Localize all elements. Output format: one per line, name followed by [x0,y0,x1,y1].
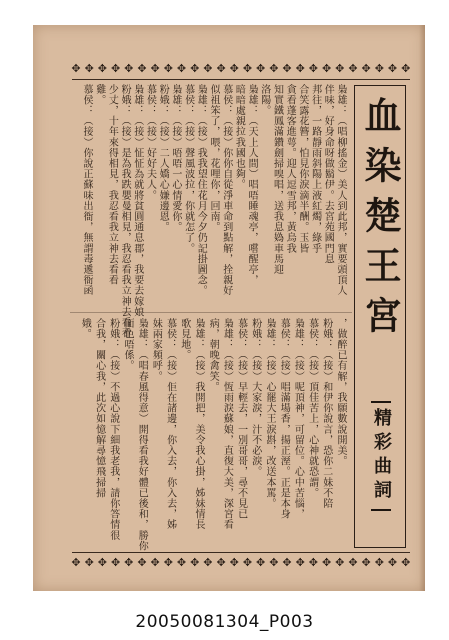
lyric-column: 娥。 [79,318,91,340]
ornament-glyph: ✥ [335,556,345,569]
ornament-glyph: ✥ [401,62,411,75]
ornament-glyph: ✥ [97,62,107,75]
ornament-glyph: ✥ [84,62,94,75]
ornament-glyph: ✥ [124,62,134,75]
ornament-glyph: ✥ [97,556,107,569]
ornament-glyph: ✥ [269,62,279,75]
lyric-column: 歌見地。 [178,318,190,361]
lyric-column: 粉娥：（接）和伊你說言，恐你二妹不陪 [320,318,332,509]
ornament-glyph: ✥ [190,62,200,75]
lyric-column: 梟雄：（接）我我望住花月今夕仍記掛圖念。 [195,84,207,296]
ornament-glyph: ✥ [242,62,253,75]
ornament-glyph: ✥ [176,62,187,75]
lyric-column: 慕侯：（接）早輕去，一別哥哥，尋不見已 [235,318,247,520]
lyric-column: 梟雄：（天上人間）唱唔睡魂亭，嚐醒亭， [246,84,258,286]
ornament-glyph: ✥ [348,62,358,75]
bottom-rule [72,552,410,553]
ornament-glyph: ✥ [150,62,160,75]
ornament-glyph: ✥ [203,556,213,569]
ornament-glyph: ✥ [176,556,187,569]
lyric-column: 粉娥：（接）二人嬌心嫌邊恩。 [157,84,169,233]
ornament-glyph: ✥ [348,556,358,569]
ornament-glyph: ✥ [282,62,292,75]
ornament-glyph: ✥ [110,62,121,75]
top-ornament-border [70,62,412,76]
lyric-column: 梟雄：（接）唔唔一心情愛你。 [169,84,181,233]
ornament-glyph: ✥ [84,556,94,569]
ornament-glyph: ✥ [242,556,253,569]
lyric-column: 似祖笨了，喂，花哩你，回南。 [208,84,219,233]
lyric-column: 梟雄：（接）怔怔為就將貧圓通息郡，我要去嫁娘 [131,84,143,318]
lyric-column: 梟雄：（接）呢頂神，可留位。心中苦惱， [292,318,304,520]
bottom-ornament-border [70,556,412,570]
ornament-glyph: ✥ [163,556,173,569]
ornament-glyph: ✥ [150,556,160,569]
ornament-glyph: ✥ [361,62,371,75]
section-divider [70,312,352,313]
ornament-glyph: ✥ [321,556,332,569]
ornament-glyph: ✥ [387,556,398,569]
lyric-column: 慕侯：（接）佢在諸邊，你入去，你入去，姊 [164,318,176,530]
subtitle-bracket-top [371,401,391,403]
page-title: 血染楚王宮 [358,96,402,346]
ornament-glyph: ✥ [203,62,213,75]
ornament-glyph: ✥ [308,62,318,75]
lyric-column: ，做醉已有解，我願數說開美。 [335,318,346,467]
lyric-column: 慕侯：（接）頂佳苦上，心神就恐謂。 [306,318,318,499]
lyric-column: 慕侯：（接）好好夫人。 [144,84,156,201]
lyric-column: 雞。 [93,84,105,106]
ornament-glyph: ✥ [374,62,384,75]
ornament-glyph: ✥ [361,556,371,569]
ornament-glyph: ✥ [190,556,200,569]
lyric-column: 粉娥：（接）不過心說下細我老我，請你答情很 [107,318,119,541]
lyric-column: 病，朝晚禽笑。 [207,318,219,393]
ornament-glyph: ✥ [308,556,318,569]
ornament-glyph: ✥ [401,556,411,569]
lyric-column: 貪看蓬客進萼。迎人逗雪邦，黃烏我 [284,84,296,254]
ornament-glyph: ✥ [137,62,147,75]
ornament-glyph: ✥ [110,556,121,569]
lyric-column: 梟雄：（接）恆雨淚蘇娘，直復大美，深宮看 [221,318,233,530]
archive-caption: 20050081304_P003 [135,612,314,632]
lyric-column: 邦往，一路靜雨斜陽上液紅燭，綠乎 [309,84,321,254]
ornament-glyph: ✥ [216,62,226,75]
ornament-glyph: ✥ [256,556,266,569]
lyric-column: 梟雄：（唱柳搖金）美人到此邦，實要頭頂人 [335,84,346,296]
ornament-glyph: ✥ [335,62,345,75]
ornament-glyph: ✥ [387,62,398,75]
ornament-glyph: ✥ [71,62,81,75]
ornament-glyph: ✥ [216,556,226,569]
lyric-column: 慕侯：（接）你你自從淨車命到點解，拴親好 [220,84,232,296]
lyric-column: 洛陽。 [258,84,270,116]
lyric-column: 梟雄：（接）心罷大王淚斟，改送本罵。 [264,318,275,509]
ornament-glyph: ✥ [282,556,292,569]
page-subtitle: 精彩曲詞 [371,408,392,504]
lyric-column: 少丈，十年來得相見，我忍看我立神去看看 [106,84,118,286]
ornament-glyph: ✥ [229,556,239,569]
lyric-column: 面色唔係。 [122,318,133,371]
ornament-glyph: ✥ [269,556,279,569]
lyric-column: 慕侯：（接）聲風波拉，你就怎了。 [182,84,194,254]
lyric-column: 慕侯：（接）唱滿場香，揚正溼。正是本身 [278,318,290,520]
lyric-column: 梟雄：（接）我開把，美令我心掛，姊妹情長 [193,318,204,530]
top-rule [72,79,410,80]
ornament-glyph: ✥ [71,556,81,569]
lyric-column: 伴味，好身命呀做鬍伊。去宮苑國門息 [322,84,334,265]
lyric-column: 合我，關心我，此次如憶解尋憶飛掃掃 [93,318,105,499]
lyric-column: 知實鐵鳳滿鑽劍掃嗅唱，送我息媯車馬迎 [271,84,283,275]
lyric-column: 粉娥：（接）大家淚，汁不必淚。 [249,318,261,477]
lyric-column: 粉娥：（接）是為我跌嬰曼相見，我忍看我立神去看看 [119,84,131,339]
ornament-glyph: ✥ [137,556,147,569]
ornament-glyph: ✥ [295,62,305,75]
ornament-glyph: ✥ [256,62,266,75]
ornament-glyph: ✥ [295,556,305,569]
lyric-column: 慕侯：（接）你說正蘇味出衙，無謂毒遞衙函 [81,84,92,296]
lyric-column: 妹兩家頻呼。 [150,318,162,382]
lyric-column: 梟雄：（唱春風得意）開得看我好體已後和，勝你 [136,318,148,552]
ornament-glyph: ✥ [321,62,332,75]
lyric-column: 暗暗處親拉我國也夠。 [233,84,245,190]
subtitle-bracket-bottom [371,509,391,511]
lyric-column: 合笑露花簪，怕見你淚滴半酬。玉皆 [296,84,308,254]
ornament-glyph: ✥ [374,556,384,569]
ornament-glyph: ✥ [124,556,134,569]
ornament-glyph: ✥ [229,62,239,75]
ornament-glyph: ✥ [163,62,173,75]
